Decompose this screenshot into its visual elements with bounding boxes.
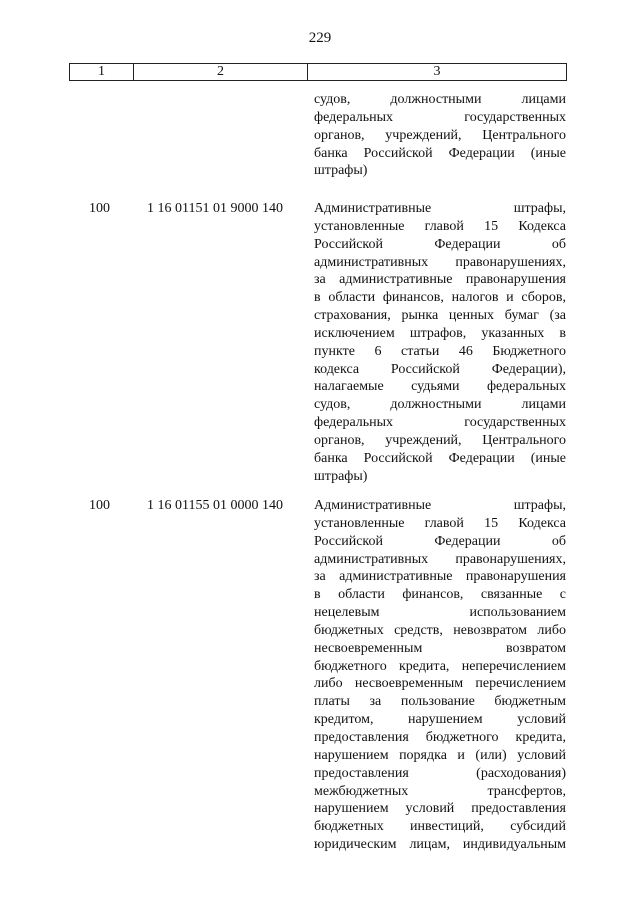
description-line: федеральных государственных	[314, 109, 566, 125]
description-line: федеральных государственных	[314, 415, 566, 431]
description-line: бюджетного кредита, неперечислением	[314, 658, 566, 674]
column-header-3: 3	[433, 64, 441, 79]
column-header-2: 2	[134, 64, 308, 80]
description-line: платы за пользование бюджетным	[314, 694, 566, 710]
column-header-1: 1	[70, 64, 134, 80]
description-line: бюджетных средств, невозвратом либо	[314, 622, 566, 638]
description-line: Административные штрафы,	[314, 201, 566, 216]
description-line: органов, учреждений, Центрального	[314, 432, 566, 448]
kbk-code: 1 16 01151 01 9000 140	[147, 201, 283, 216]
description-line: кредитом, нарушением условий	[314, 712, 566, 728]
description-line: судов, должностными лицами	[314, 92, 566, 107]
row-description	[314, 200, 566, 486]
description-line: штрафы)	[314, 163, 368, 179]
row-description	[314, 497, 566, 854]
description-line: установленные главой 15 Кодекса	[314, 515, 566, 531]
description-line: в области финансов, налогов и сборов,	[314, 290, 566, 306]
description-line: нарушением порядка и (или) условий	[314, 747, 566, 763]
description-line: налагаемые судьями федеральных	[314, 379, 566, 395]
admin-code: 100	[89, 201, 110, 216]
page-number: 229	[308, 30, 332, 46]
table-header-row	[69, 63, 567, 81]
description-line: административных правонарушениях,	[314, 254, 566, 270]
description-line: предоставления бюджетного кредита,	[314, 729, 566, 745]
description-line: штрафы)	[314, 468, 368, 484]
description-line: административных правонарушениях,	[314, 551, 566, 567]
description-line: судов, должностными лицами	[314, 397, 566, 413]
description-line: либо несвоевременным перечислением	[314, 676, 566, 692]
description-line: пункте 6 статьи 46 Бюджетного	[314, 343, 566, 359]
description-line: бюджетных инвестиций, субсидий	[314, 819, 566, 835]
description-line: Российской Федерации об	[314, 236, 566, 252]
description-line: нарушением условий предоставления	[314, 801, 566, 817]
description-line: межбюджетных трансфертов,	[314, 783, 566, 799]
description-line: за административные правонарушения	[314, 569, 566, 585]
description-line: установленные главой 15 Кодекса	[314, 218, 566, 234]
description-line: исключением штрафов, указанных в	[314, 325, 566, 341]
description-line: несвоевременным возвратом	[314, 640, 566, 656]
description-line: Российской Федерации об	[314, 533, 566, 549]
description-line: юридическим лицам, индивидуальным	[314, 837, 566, 853]
admin-code: 100	[89, 498, 110, 513]
description-line: в области финансов, связанные с	[314, 587, 566, 603]
continuation-description	[314, 91, 566, 180]
description-line: банка Российской Федерации (иные	[314, 450, 566, 466]
description-line: за административные правонарушения	[314, 272, 566, 288]
description-line: органов, учреждений, Центрального	[314, 127, 566, 143]
description-line: нецелевым использованием	[314, 605, 566, 621]
description-line: кодекса Российской Федерации),	[314, 361, 566, 377]
kbk-code: 1 16 01155 01 0000 140	[147, 498, 283, 513]
description-line: страхования, рынка ценных бумаг (за	[314, 308, 566, 324]
description-line: Административные штрафы,	[314, 498, 566, 513]
description-line: банка Российской Федерации (иные	[314, 145, 566, 161]
description-line: предоставления (расходования)	[314, 765, 566, 781]
